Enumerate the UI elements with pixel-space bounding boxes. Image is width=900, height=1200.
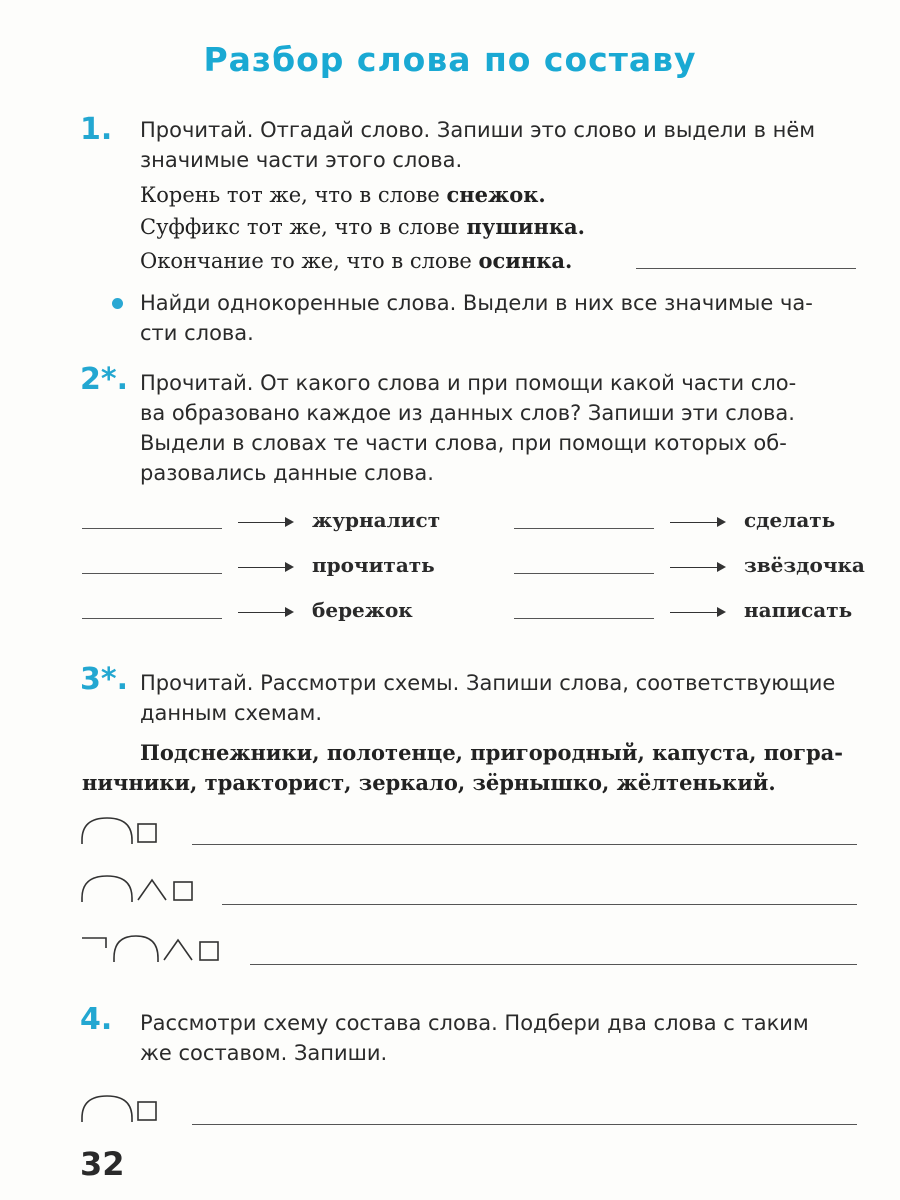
task-1-text-line1: Прочитай. Отгадай слово. Запиши это слово и выдели в нём (140, 118, 816, 142)
word-scheme-icon (80, 1090, 180, 1126)
answer-line[interactable] (82, 528, 222, 529)
task-4-number: 4. (80, 1002, 113, 1037)
task-1-text-line2: значимые части этого слова. (140, 148, 463, 172)
hint-word: пушинка. (466, 214, 585, 239)
arrow-icon (238, 567, 292, 568)
derived-word: бережок (312, 598, 413, 622)
arrow-icon (238, 612, 292, 613)
task-2-number: 2*. (80, 362, 128, 397)
answer-line[interactable] (222, 904, 857, 905)
answer-line[interactable] (82, 573, 222, 574)
hint-word: снежок. (446, 182, 546, 207)
hint-text: Суффикс тот же, что в слове (140, 215, 467, 239)
arrow-icon (670, 522, 724, 523)
answer-line[interactable] (82, 618, 222, 619)
hint-word: осинка. (478, 248, 573, 273)
hint-text: Окончание то же, что в слове (140, 249, 479, 273)
task-1-number: 1. (80, 112, 113, 147)
task-2-line: Выдели в словах те части слова, при помощи которых об- (140, 431, 787, 455)
task-1-sub-line1: Найди однокоренные слова. Выдели в них все значимые ча- (140, 291, 813, 315)
bullet-icon (112, 298, 123, 309)
word-scheme-icon (80, 812, 180, 848)
task-2-line: Прочитай. От какого слова и при помощи какой части сло- (140, 371, 797, 395)
task-3-words-line1: Подснежники, полотенце, пригородный, капуста, погра- (140, 740, 843, 765)
task-1-hint-suffix (140, 212, 585, 242)
answer-line[interactable] (250, 964, 857, 965)
task-4-line2: же составом. Запиши. (140, 1041, 388, 1065)
word-scheme-icon (80, 870, 210, 906)
task-1-hint-root (140, 180, 546, 210)
answer-line[interactable] (514, 573, 654, 574)
task-2-line: ва образовано каждое из данных слов? Запиши эти слова. (140, 401, 795, 425)
derived-word: звёздочка (744, 553, 865, 577)
page-number: 32 (80, 1145, 125, 1183)
arrow-icon (670, 612, 724, 613)
answer-line[interactable] (192, 1124, 857, 1125)
page-title: Разбор слова по составу (203, 40, 697, 79)
task-3-words-line2: ничники, тракторист, зеркало, зёрнышко, жёлтенький. (82, 770, 776, 795)
derived-word: прочитать (312, 553, 435, 577)
answer-line[interactable] (514, 528, 654, 529)
task-3-line1: Прочитай. Рассмотри схемы. Запиши слова, соответствующие (140, 671, 836, 695)
derived-word: сделать (744, 508, 836, 532)
hint-text: Корень тот же, что в слове (140, 183, 447, 207)
arrow-icon (238, 522, 292, 523)
word-scheme-icon (80, 930, 240, 966)
task-2-line: разовались данные слова. (140, 461, 434, 485)
task-1-sub-line2: сти слова. (140, 321, 254, 345)
answer-line[interactable] (514, 618, 654, 619)
task-1-hint-ending (140, 246, 572, 276)
answer-line[interactable] (192, 844, 857, 845)
derived-word: написать (744, 598, 853, 622)
answer-line[interactable] (636, 268, 856, 269)
task-3-line2: данным схемам. (140, 701, 323, 725)
derived-word: журналист (312, 508, 441, 532)
task-3-number: 3*. (80, 662, 128, 697)
arrow-icon (670, 567, 724, 568)
task-4-line1: Рассмотри схему состава слова. Подбери два слова с таким (140, 1011, 809, 1035)
